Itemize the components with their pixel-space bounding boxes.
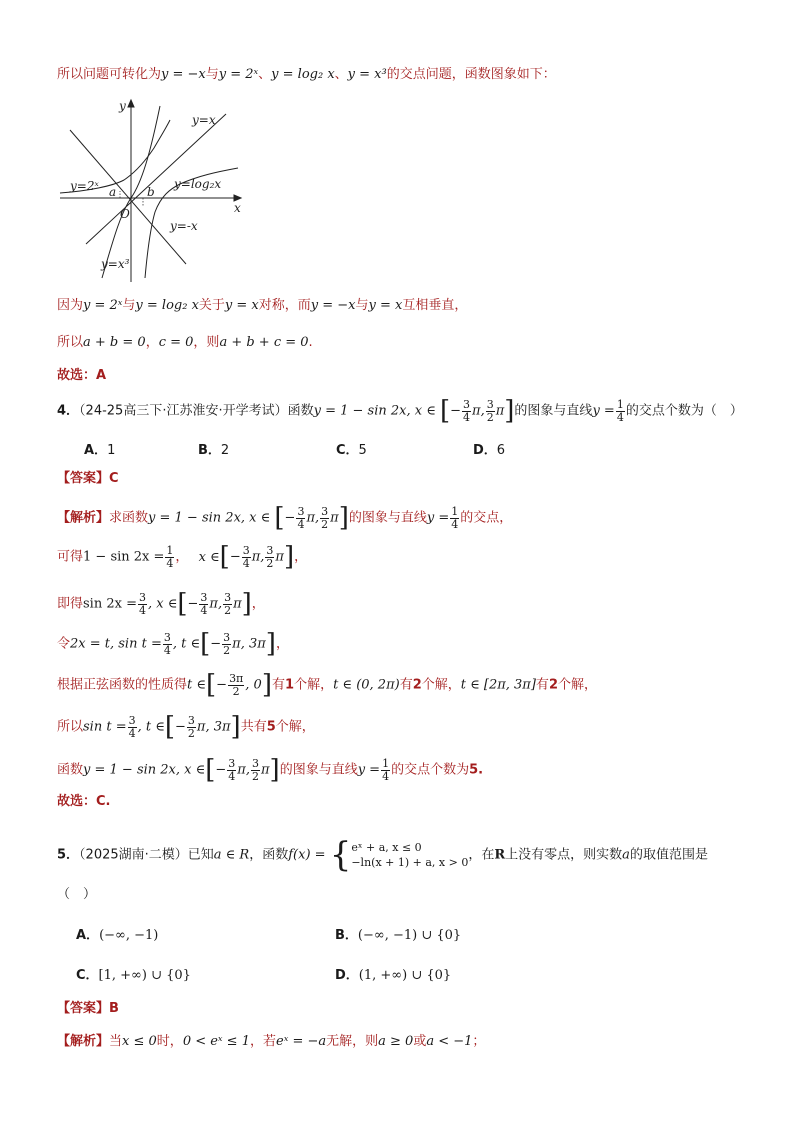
q4-frac-b	[486, 399, 495, 424]
concl-math-1: a + b = 0	[83, 335, 146, 350]
label-origin: O	[120, 207, 130, 221]
q4-option-c[interactable]	[336, 439, 367, 458]
sol4-l5-t2: 有	[272, 677, 286, 693]
q4-text-2: 的图象与直线	[514, 403, 593, 419]
sol4-l7-math-2: y =	[357, 762, 381, 778]
choose-answer-2: 故选：C.	[57, 794, 111, 809]
q5-math-4: a	[622, 847, 630, 863]
sol5-t4: 无解，则	[326, 1034, 379, 1049]
label-y-eq-x3: y=x³	[101, 257, 130, 271]
label-y-eq-log2x: y=log₂x	[174, 177, 222, 191]
q5-option-b-label: B．	[335, 928, 358, 943]
sol4-l6-t3: 个解，	[275, 719, 315, 735]
sol4-l4-t2: ，	[275, 636, 289, 652]
sol4-l7-frac-b	[251, 758, 260, 783]
function-graph	[58, 94, 248, 284]
sol4-l1-iv-a-post: π,	[306, 510, 320, 526]
sol4-l5-frac-num: 3π	[229, 671, 244, 685]
sol4-l6-count: 5	[266, 719, 276, 735]
sym-text-4: 对称，而	[258, 298, 311, 313]
q5-cases	[351, 840, 468, 870]
sol4-l5-count-2: 2	[412, 677, 422, 693]
sol4-l2-bk-open: [	[219, 542, 230, 572]
q4-option-d[interactable]	[473, 439, 505, 458]
sol4-line-3: 即得sin 2x = $\frac{3}{4}$ , x ∈[− $\frac{3}{4}$ π, $\frac{3}{2}$ π]，	[57, 589, 265, 619]
q4-text-1: 函数	[287, 403, 314, 419]
sol4-l7-frac-a	[227, 758, 236, 783]
sol4-l2-frac-b	[265, 545, 274, 570]
sol4-l5-count-3: 2	[548, 677, 558, 693]
sol4-l1-t2: 的图象与直线	[348, 510, 427, 526]
question-5	[57, 835, 708, 875]
sol4-l6-frac-num: 3	[128, 713, 136, 727]
sol4-l4-frac	[163, 632, 172, 657]
answer-4-value: C	[109, 471, 119, 486]
q4-iv-a-post: π,	[472, 403, 485, 419]
intro-text-3: 、	[258, 67, 272, 82]
sol4-l3-frac-b-num: 3	[224, 590, 232, 604]
q4-bracket-open: [	[439, 396, 451, 426]
intro-math-3: y = log₂ x	[271, 67, 335, 82]
sol4-l4-iv-den: 2	[223, 643, 231, 657]
sol4-l1-t3: 的交点，	[460, 510, 513, 526]
sol4-l6-iv-den: 2	[187, 726, 195, 740]
sol4-l7-minus: −	[215, 762, 227, 778]
q5-math-3: R	[494, 847, 506, 863]
sol4-l1-frac-a-num: 3	[297, 504, 305, 518]
sol5-m4: a ≥ 0	[378, 1034, 414, 1049]
q4-option-d-value: 6	[496, 443, 506, 458]
sol4-l5-math: t ∈	[187, 677, 206, 693]
label-b: b	[147, 185, 155, 199]
q4-frac-a-num: 3	[463, 397, 471, 411]
sol4-line-7: 函数y = 1 − sin 2x, x ∈[− $\frac{3}{4}$ π, $\frac{3}{2}$ π]的图象与直线y = $\frac{1}{4}$ 的交点个数为5.	[57, 755, 484, 785]
sol4-l6-iv-frac	[187, 715, 196, 740]
sol4-l2-t2: ，	[175, 549, 189, 565]
concl-text-1: 所以	[57, 335, 84, 350]
label-y-eq-2x: y=2ˣ	[70, 179, 99, 193]
q4-frac-a	[462, 399, 471, 424]
sol4-l7-t1: 函数	[57, 762, 84, 778]
sol4-l7-t2: 的图象与直线	[279, 762, 358, 778]
answer-5	[57, 1000, 119, 1018]
sol4-l5-t3: 个解，	[294, 677, 334, 693]
sol4-l7-count: 5.	[469, 762, 484, 778]
sol4-l5-math-2: t ∈ (0, 2π)	[333, 677, 400, 693]
sym-math-3: y = x	[224, 298, 259, 313]
q4-option-c-value: 5	[358, 443, 367, 458]
sol4-l4-iv-frac	[222, 632, 231, 657]
sol4-l1-math-2: y =	[426, 510, 450, 526]
sol4-l1-bk-open: [	[274, 503, 285, 533]
sol4-l5-math-3: t ∈ [2π, 3π]	[460, 677, 536, 693]
sol4-l2-frac-den: 4	[166, 556, 174, 570]
sym-text-6: 互相垂直，	[402, 298, 468, 313]
q4-source: （24-25高三下·江苏淮安·开学考试）	[79, 403, 288, 419]
sol4-l2-bk-close: ]	[283, 542, 295, 572]
sol4-l7-frac-q	[381, 758, 390, 783]
sol4-l7-iv-b-post: π	[260, 762, 270, 778]
q5-option-b-value: (−∞, −1) ∪ {0}	[357, 928, 462, 943]
q5-option-a-label: A．	[76, 928, 100, 943]
concl-math-3: a + b + c = 0	[219, 335, 309, 350]
sol4-l1-minus: −	[284, 510, 296, 526]
sol4-l7-math: y = 1 − sin 2x, x ∈	[83, 762, 206, 778]
q5-math-2: f(x) =	[288, 847, 326, 863]
q4-math-1: y = 1 − sin 2x, x ∈	[313, 403, 436, 419]
q4-frac-b-den: 2	[486, 410, 494, 424]
sym-math-5: y = x	[368, 298, 403, 313]
intro-text-4: 、	[334, 67, 348, 82]
intro-math-2: y = 2ˣ	[218, 67, 259, 82]
sol4-l3-frac-num: 3	[138, 590, 146, 604]
sol4-l1-t1: 求函数	[109, 510, 149, 526]
intro-text-5: 的交点问题，函数图象如下：	[386, 67, 556, 82]
sym-math-4: y = −x	[310, 298, 356, 313]
sym-math-1: y = 2ˣ	[83, 298, 123, 313]
q4-frac-quarter-num: 1	[616, 397, 624, 411]
sol4-l5-t4: 有	[399, 677, 413, 693]
sol4-l6-iv-post: π, 3π	[196, 719, 231, 735]
sol5-t6: ；	[472, 1034, 486, 1049]
sym-text-5: 与	[355, 298, 369, 313]
sol4-l6-frac	[128, 715, 137, 740]
sol4-l1-frac-q-num: 1	[451, 504, 459, 518]
sol5-m2: 0 < eˣ ≤ 1	[182, 1034, 250, 1049]
label-x-axis: x	[234, 201, 241, 215]
q5-text-5: 的取值范围是	[629, 847, 708, 863]
q4-frac-quarter	[616, 399, 625, 424]
sol4-l1-bk-close: ]	[338, 503, 349, 533]
sol4-l4-math: 2x = t, sin t =	[70, 636, 162, 652]
q4-text-3: 的交点个数为（ ）	[625, 403, 743, 419]
q5-option-c-value: [1, +∞) ∪ {0}	[98, 968, 191, 983]
q4-option-a-label: A．	[84, 443, 108, 458]
q5-case-2: −ln(x + 1) + a, x > 0	[351, 856, 469, 869]
q4-option-a-value: 1	[107, 443, 116, 458]
sol4-l7-frac-a-den: 4	[228, 769, 236, 783]
sol4-line-5: 根据正弦函数的性质得t ∈[− $\frac{3\pi}{2}$ , 0]有1个解，t ∈ (0, 2π)有2个解，t ∈ [2π, 3π]有2个解，	[57, 670, 597, 700]
q5-case-1: eˣ + a, x ≤ 0	[351, 841, 422, 854]
sol4-l2-frac-b-num: 3	[266, 543, 274, 557]
sol4-l3-math: sin 2x =	[83, 596, 137, 612]
sol4-l1-frac-a	[296, 506, 305, 531]
question-4	[57, 398, 743, 424]
sol4-line-2: 可得1 − sin 2x = $\frac{1}{4}$ ， x ∈[− $\frac{3}{4}$ π, $\frac{3}{2}$ π]，	[57, 542, 308, 572]
sol4-l7-iv-a-post: π,	[237, 762, 250, 778]
q5-source: （2025湖南·二模）	[79, 847, 188, 863]
q5-text-4: 上没有零点，则实数	[505, 847, 623, 863]
sol4-l4-frac-den: 4	[163, 643, 171, 657]
q5-option-d[interactable]	[335, 964, 451, 983]
sol5-t1: 当	[109, 1034, 123, 1049]
sol4-l6-math-2: , t ∈	[137, 719, 165, 735]
sol5-tag: 【解析】	[57, 1034, 110, 1049]
sol4-l3-iv-a-post: π,	[209, 596, 223, 612]
sol4-l5-t6: 有	[535, 677, 549, 693]
q4-option-d-label: D．	[473, 443, 497, 458]
q5-number: 5．	[57, 847, 80, 863]
sol4-l7-frac-b-den: 2	[251, 769, 259, 783]
q5-option-a-value: (−∞, −1)	[99, 928, 159, 943]
sol4-l6-t2: 共有	[240, 719, 267, 735]
intro-math-1: y = −x	[161, 67, 206, 82]
sol4-l5-frac-den: 2	[232, 684, 240, 698]
q4-number: 4．	[57, 403, 80, 419]
sol4-l5-frac	[228, 673, 244, 698]
sol5-t2: 时，	[156, 1034, 183, 1049]
label-y-eq-x: y=x	[192, 113, 216, 127]
sol4-l6-iv-num: 3	[187, 713, 195, 727]
conclusion-line	[57, 334, 313, 352]
q5-option-c-label: C．	[76, 968, 99, 983]
q4-option-a[interactable]	[84, 439, 115, 458]
sol4-l5-t7: 个解，	[557, 677, 597, 693]
intro-text-2: 与	[205, 67, 219, 82]
sol4-l5-iv-post: , 0	[245, 677, 262, 693]
sol4-l1-frac-b-num: 3	[321, 504, 329, 518]
sol4-line-6: 所以sin t = $\frac{3}{4}$ , t ∈[− $\frac{3}{2}$ π, 3π]共有5个解，	[57, 712, 315, 742]
sol4-l2-math: 1 − sin 2x =	[83, 549, 165, 565]
intro-math-4: y = x³	[347, 67, 387, 82]
sol4-l7-frac-a-num: 3	[228, 756, 236, 770]
q4-frac-b-num: 3	[486, 397, 494, 411]
label-a: a	[109, 185, 117, 199]
sol4-l6-t1: 所以	[57, 719, 84, 735]
sol4-line-4: 令2x = t, sin t = $\frac{3}{4}$ , t ∈[− $\frac{3}{2}$ π, 3π]，	[57, 629, 289, 659]
sol4-l7-frac-q-num: 1	[382, 756, 390, 770]
curve-y-eq-neg-x	[70, 130, 186, 264]
sol4-l4-math-2: , t ∈	[172, 636, 201, 652]
q5-text-2: ，函数	[249, 847, 289, 863]
sol4-l1-frac-b	[320, 506, 329, 531]
sol4-l3-t1: 即得	[57, 596, 84, 612]
sol4-l2-frac-a-den: 4	[242, 556, 250, 570]
sol5-m5: a < −1	[426, 1034, 473, 1049]
q4-minus: −	[450, 403, 462, 419]
concl-text-3: ，则	[193, 335, 220, 350]
sol4-l2-t1: 可得	[57, 549, 84, 565]
sol4-l2-frac-a	[242, 545, 251, 570]
sol4-l1-frac-q	[450, 506, 459, 531]
sol4-l5-count-1: 1	[285, 677, 295, 693]
sol4-l3-frac-a-num: 3	[200, 590, 208, 604]
sol4-l2-iv-a-post: π,	[251, 549, 265, 565]
sol5-t3: ，若	[249, 1034, 276, 1049]
sol4-l1-math: y = 1 − sin 2x, x ∈	[148, 510, 271, 526]
sym-math-2: y = log₂ x	[135, 298, 199, 313]
sol5-m1: x ≤ 0	[122, 1034, 157, 1049]
answer-5-tag: 【答案】	[57, 1001, 110, 1016]
q4-iv-b-post: π	[495, 403, 505, 419]
sol4-l7-frac-q-den: 4	[382, 769, 390, 783]
concl-math-2: c = 0	[158, 335, 194, 350]
sol4-l3-frac-b-den: 2	[224, 603, 232, 617]
sol4-l1-frac-a-den: 4	[297, 517, 305, 531]
intro-line	[57, 66, 556, 84]
answer-4-tag: 【答案】	[57, 471, 110, 486]
q5-text-1: 已知	[187, 847, 214, 863]
sol4-l4-iv-post: π, 3π	[232, 636, 266, 652]
sol4-l3-frac-a-den: 4	[200, 603, 208, 617]
sol4-l3-iv-b-post: π	[233, 596, 242, 612]
sym-text-3: 关于	[198, 298, 225, 313]
sol4-l7-frac-b-num: 3	[251, 756, 259, 770]
sol4-l4-frac-num: 3	[163, 630, 171, 644]
choose-answer-1: 故选：A	[57, 368, 107, 383]
sol5-t5: 或	[413, 1034, 427, 1049]
q5-option-a[interactable]	[76, 924, 158, 943]
q5-option-d-label: D．	[335, 968, 359, 983]
concl-text-4: .	[308, 335, 313, 350]
sol4-l5-t5: 个解，	[421, 677, 461, 693]
sol4-l3-t2: ，	[251, 596, 265, 612]
q5-option-c[interactable]	[76, 964, 191, 983]
answer-4	[57, 470, 119, 488]
q4-option-b-value: 2	[220, 443, 230, 458]
q5-brace: {	[329, 835, 352, 875]
sol4-l3-frac-a	[199, 592, 208, 617]
sol4-l3-frac-b	[223, 592, 232, 617]
sol4-l3-frac	[138, 592, 147, 617]
sol4-l7-t3: 的交点个数为	[391, 762, 470, 778]
q4-option-b-label: B．	[198, 443, 221, 458]
y-axis-arrow	[128, 100, 134, 107]
sol4-tag: 【解析】	[57, 510, 110, 526]
intro-text-1: 所以问题可转化为	[57, 67, 162, 82]
sol4-l2-minus: −	[229, 549, 241, 565]
q4-option-c-label: C．	[336, 443, 359, 458]
sol4-l3-minus: −	[187, 596, 199, 612]
sol5-m3: eˣ = −a	[276, 1034, 327, 1049]
sym-text-1: 因为	[57, 298, 84, 313]
sol4-l4-t1: 令	[57, 636, 71, 652]
q4-bracket-close: ]	[504, 396, 515, 426]
sol4-l2-iv-b-post: π	[275, 549, 284, 565]
sol4-l2-frac	[165, 545, 174, 570]
q4-option-b[interactable]	[198, 439, 229, 458]
concl-text-2: ，	[145, 335, 159, 350]
sol4-l1-frac-b-den: 2	[321, 517, 329, 531]
sol5-line-1	[57, 1033, 485, 1051]
q4-frac-quarter-den: 4	[616, 410, 624, 424]
sol4-l2-frac-num: 1	[166, 543, 174, 557]
q5-option-b[interactable]	[335, 924, 461, 943]
q4-frac-a-den: 4	[463, 410, 471, 424]
sol4-l6-math: sin t =	[83, 719, 127, 735]
q4-math-2: y =	[592, 403, 615, 419]
sol4-l3-frac-den: 4	[138, 603, 146, 617]
q5-math-1: a ∈ R	[213, 847, 250, 863]
sol4-l4-iv-num: 3	[223, 630, 231, 644]
sol4-l1-iv-b-post: π	[330, 510, 339, 526]
q5-option-d-value: (1, +∞) ∪ {0}	[358, 968, 452, 983]
label-y-axis: y	[119, 99, 126, 113]
symmetry-line	[57, 297, 467, 315]
sol4-l2-t3: ，	[294, 549, 308, 565]
sym-text-2: 与	[122, 298, 136, 313]
q5-paren: （ ）	[57, 887, 97, 902]
sol4-l1-frac-q-den: 4	[451, 517, 459, 531]
sol4-line-1	[57, 505, 512, 531]
sol4-l2-frac-b-den: 2	[266, 556, 274, 570]
q5-text-3: ，在	[468, 847, 495, 863]
label-y-eq-neg-x: y=-x	[170, 219, 198, 233]
sol4-l5-t1: 根据正弦函数的性质得	[57, 677, 188, 693]
answer-5-value: B	[109, 1001, 119, 1016]
sol4-l2-frac-a-num: 3	[242, 543, 250, 557]
sol4-l6-frac-den: 4	[128, 726, 136, 740]
